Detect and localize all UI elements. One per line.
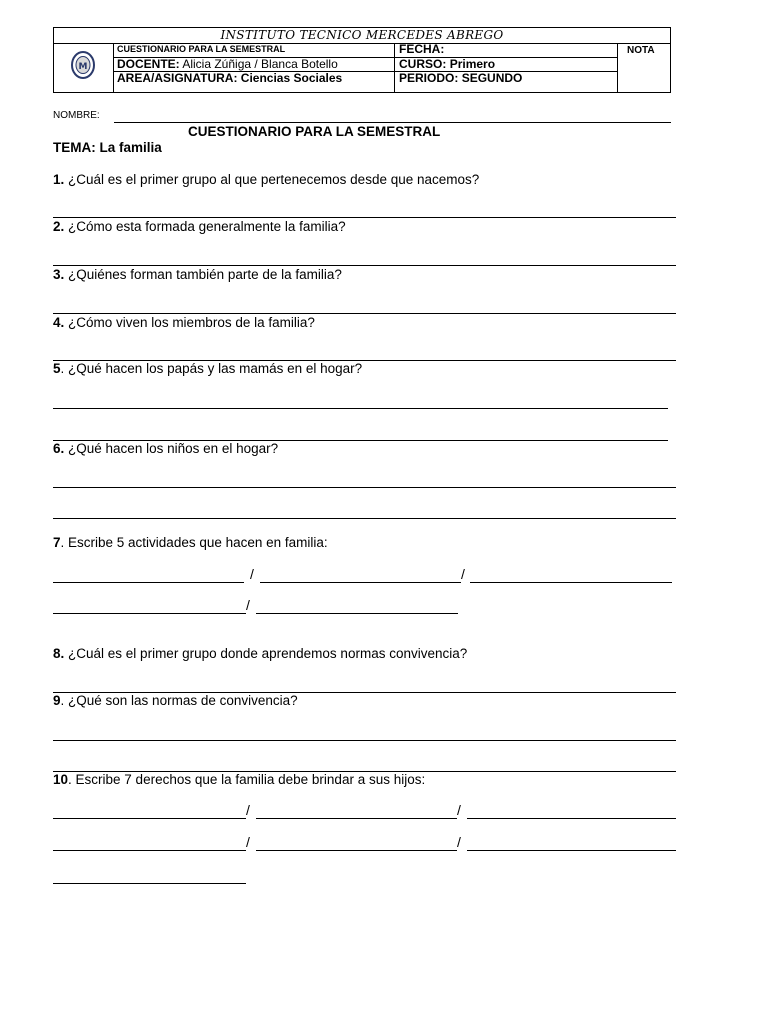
divider <box>394 43 395 92</box>
question-number: 8. <box>53 646 65 661</box>
separator: / <box>457 834 461 850</box>
answer-line[interactable] <box>256 613 458 614</box>
teacher-row <box>117 58 338 71</box>
separator: / <box>250 566 254 582</box>
answer-line[interactable] <box>53 582 244 583</box>
separator: / <box>246 597 250 613</box>
answer-line[interactable] <box>470 582 672 583</box>
separator: / <box>457 802 461 818</box>
question-7 <box>53 535 328 550</box>
answer-line[interactable] <box>53 408 668 409</box>
teacher-value: Alicia Zúñiga / Blanca Botello <box>182 57 338 71</box>
question-2 <box>53 219 346 234</box>
name-label: NOMBRE: <box>53 110 100 121</box>
answer-line[interactable] <box>256 850 457 851</box>
period-row <box>399 72 522 85</box>
separator: / <box>246 802 250 818</box>
answer-line[interactable] <box>260 582 461 583</box>
answer-line[interactable] <box>53 487 676 488</box>
question-text: ¿Cómo viven los miembros de la familia? <box>68 315 315 330</box>
question-text: ¿Cómo esta formada generalmente la familia? <box>68 219 346 234</box>
course-label: CURSO: <box>399 57 447 71</box>
answer-line[interactable] <box>53 850 246 851</box>
question-number: 2. <box>53 219 65 234</box>
name-field-line[interactable] <box>114 122 671 123</box>
answer-line[interactable] <box>53 740 676 741</box>
logo-letter: M <box>78 62 88 72</box>
answer-line[interactable] <box>467 850 676 851</box>
question-number: 1. <box>53 172 65 187</box>
question-number: 9 <box>53 693 61 708</box>
answer-line[interactable] <box>53 818 246 819</box>
grade-label: NOTA <box>627 45 655 56</box>
question-number: 3. <box>53 267 65 282</box>
course-row <box>399 58 495 71</box>
answer-line[interactable] <box>53 313 676 314</box>
question-text: ¿Cuál es el primer grupo al que pertenecemos desde que nacemos? <box>68 172 480 187</box>
question-5 <box>53 361 362 376</box>
question-8 <box>53 646 467 661</box>
answer-line[interactable] <box>53 883 246 884</box>
logo-cell <box>54 43 114 92</box>
answer-line[interactable] <box>467 818 676 819</box>
answer-line[interactable] <box>53 518 676 519</box>
question-number: 7 <box>53 535 61 550</box>
subject-label: AREA/ASIGNATURA: <box>117 71 238 85</box>
period-label: PERIODO: <box>399 71 459 85</box>
question-text: ¿Quiénes forman también parte de la familia? <box>68 267 342 282</box>
divider <box>617 43 618 92</box>
question-number: 10 <box>53 772 69 787</box>
question-text: . Escribe 5 actividades que hacen en familia: <box>60 535 328 550</box>
page-title: CUESTIONARIO PARA LA SEMESTRAL <box>188 124 441 139</box>
separator: / <box>246 834 250 850</box>
question-1 <box>53 172 479 187</box>
subject-value: Ciencias Sociales <box>240 71 343 85</box>
topic-value: La familia <box>99 140 162 155</box>
question-number: 4. <box>53 315 65 330</box>
separator: / <box>461 566 465 582</box>
answer-line[interactable] <box>53 613 246 614</box>
teacher-label: DOCENTE: <box>117 57 180 71</box>
question-text: ¿Cuál es el primer grupo donde aprendemos normas convivencia? <box>68 646 468 661</box>
question-4 <box>53 315 315 330</box>
date-label: FECHA: <box>399 42 445 56</box>
question-text: . ¿Qué hacen los papás y las mamás en el hogar? <box>60 361 363 376</box>
course-value: Primero <box>449 57 496 71</box>
school-name: INSTITUTO TECNICO MERCEDES ABREGO <box>54 28 670 44</box>
period-value: SEGUNDO <box>461 71 523 85</box>
answer-line[interactable] <box>53 217 676 218</box>
question-3 <box>53 267 342 282</box>
doc-type-label: CUESTIONARIO PARA LA SEMESTRAL <box>117 44 286 54</box>
question-text: . Escribe 7 derechos que la familia debe brindar a sus hijos: <box>68 772 426 787</box>
question-9 <box>53 693 298 708</box>
answer-line[interactable] <box>256 818 457 819</box>
subject-row <box>117 72 342 85</box>
question-number: 6. <box>53 441 65 456</box>
topic-label: TEMA: <box>53 140 96 155</box>
question-6 <box>53 441 278 456</box>
header-table <box>53 27 671 93</box>
question-10 <box>53 772 425 787</box>
question-text: . ¿Qué son las normas de convivencia? <box>60 693 298 708</box>
school-shield-icon <box>71 51 95 79</box>
question-number: 5 <box>53 361 61 376</box>
topic <box>53 140 162 155</box>
question-text: ¿Qué hacen los niños en el hogar? <box>68 441 279 456</box>
answer-line[interactable] <box>53 265 676 266</box>
